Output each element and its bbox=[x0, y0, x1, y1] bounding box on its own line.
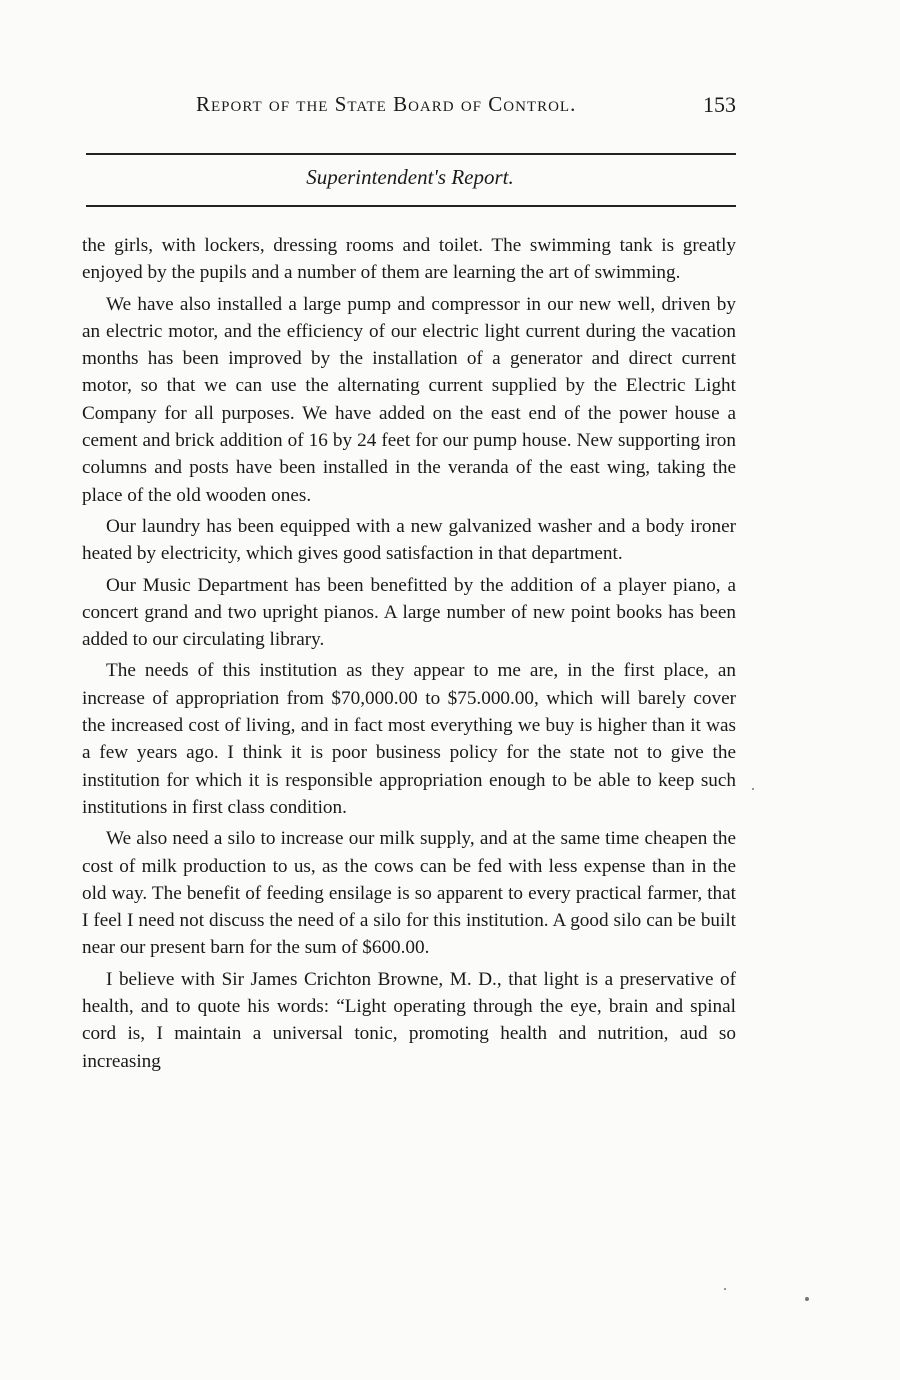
page-number: 153 bbox=[703, 92, 736, 117]
paragraph-swimming-continued: the girls, with lockers, dressing rooms and toilet. The swimming tank is greatly enjoyed by the pupils and a number of them are learning the art of swimming. bbox=[82, 235, 736, 284]
paragraph-music-department: Our Music Department has been benefitted by the addition of a player piano, a concert grand and two upright pianos. A large number of new point books has been added to our circulating library. bbox=[82, 574, 736, 651]
paragraph-laundry: Our laundry has been equipped with a new galvanized washer and a body ironer heated by electricity, which gives good satisfaction in that department. bbox=[82, 515, 736, 565]
paragraph-silo: We also need a silo to increase our milk supply, and at the same time cheapen the cost of milk production to us, as the cows can be fed with less expense than in the old way. The benefit of feeding ensilage is so apparent to every practical farmer, that I feel I need not discuss the need of a silo for this institution. A good silo can be built near our present barn for the sum of $600.00. bbox=[82, 828, 736, 959]
running-head bbox=[84, 92, 736, 124]
section-subheading: Superintendent's Report. bbox=[306, 165, 514, 189]
running-title: Report of the State Board of Control. bbox=[196, 92, 577, 116]
print-speck bbox=[724, 1288, 726, 1290]
print-speck bbox=[752, 788, 754, 790]
header-rule-top bbox=[86, 153, 736, 155]
header-rule-bottom bbox=[86, 205, 736, 207]
paragraph-light-quote: I believe with Sir James Crichton Browne, M. D., that light is a preservative of health, and to quote his words: “Light operating through the eye, brain and spinal cord is, I maintain a universal tonic, promoting health and nutrition, aud so increasing bbox=[82, 968, 736, 1072]
body-text bbox=[82, 232, 736, 1079]
paragraph-pump-installations: We have also installed a large pump and compressor in our new well, driven by an electric motor, and the efficiency of our electric light current during the vacation months has been improved by the installation of a generator and direct current motor, so that we can use the alternating current supplied by the Electric Light Company for all purposes. We have added on the east end of the power house a cement and brick addition of 16 by 24 feet for our pump house. New supporting iron columns and posts have been installed in the veranda of the east wing, taking the place of the old wooden ones. bbox=[82, 293, 736, 506]
paragraph-appropriation-needs: The needs of this institution as they appear to me are, in the first place, an increase of appropriation from $70,000.00 to $75.000.00, which will barely cover the increased cost of living, and in fact most everything we buy is higher than it was a few years ago. I think it is poor business policy for the state not to give the institution for which it is responsible appropriation enough to be able to keep such institutions in first class condition. bbox=[82, 660, 736, 818]
print-speck bbox=[805, 1297, 809, 1301]
